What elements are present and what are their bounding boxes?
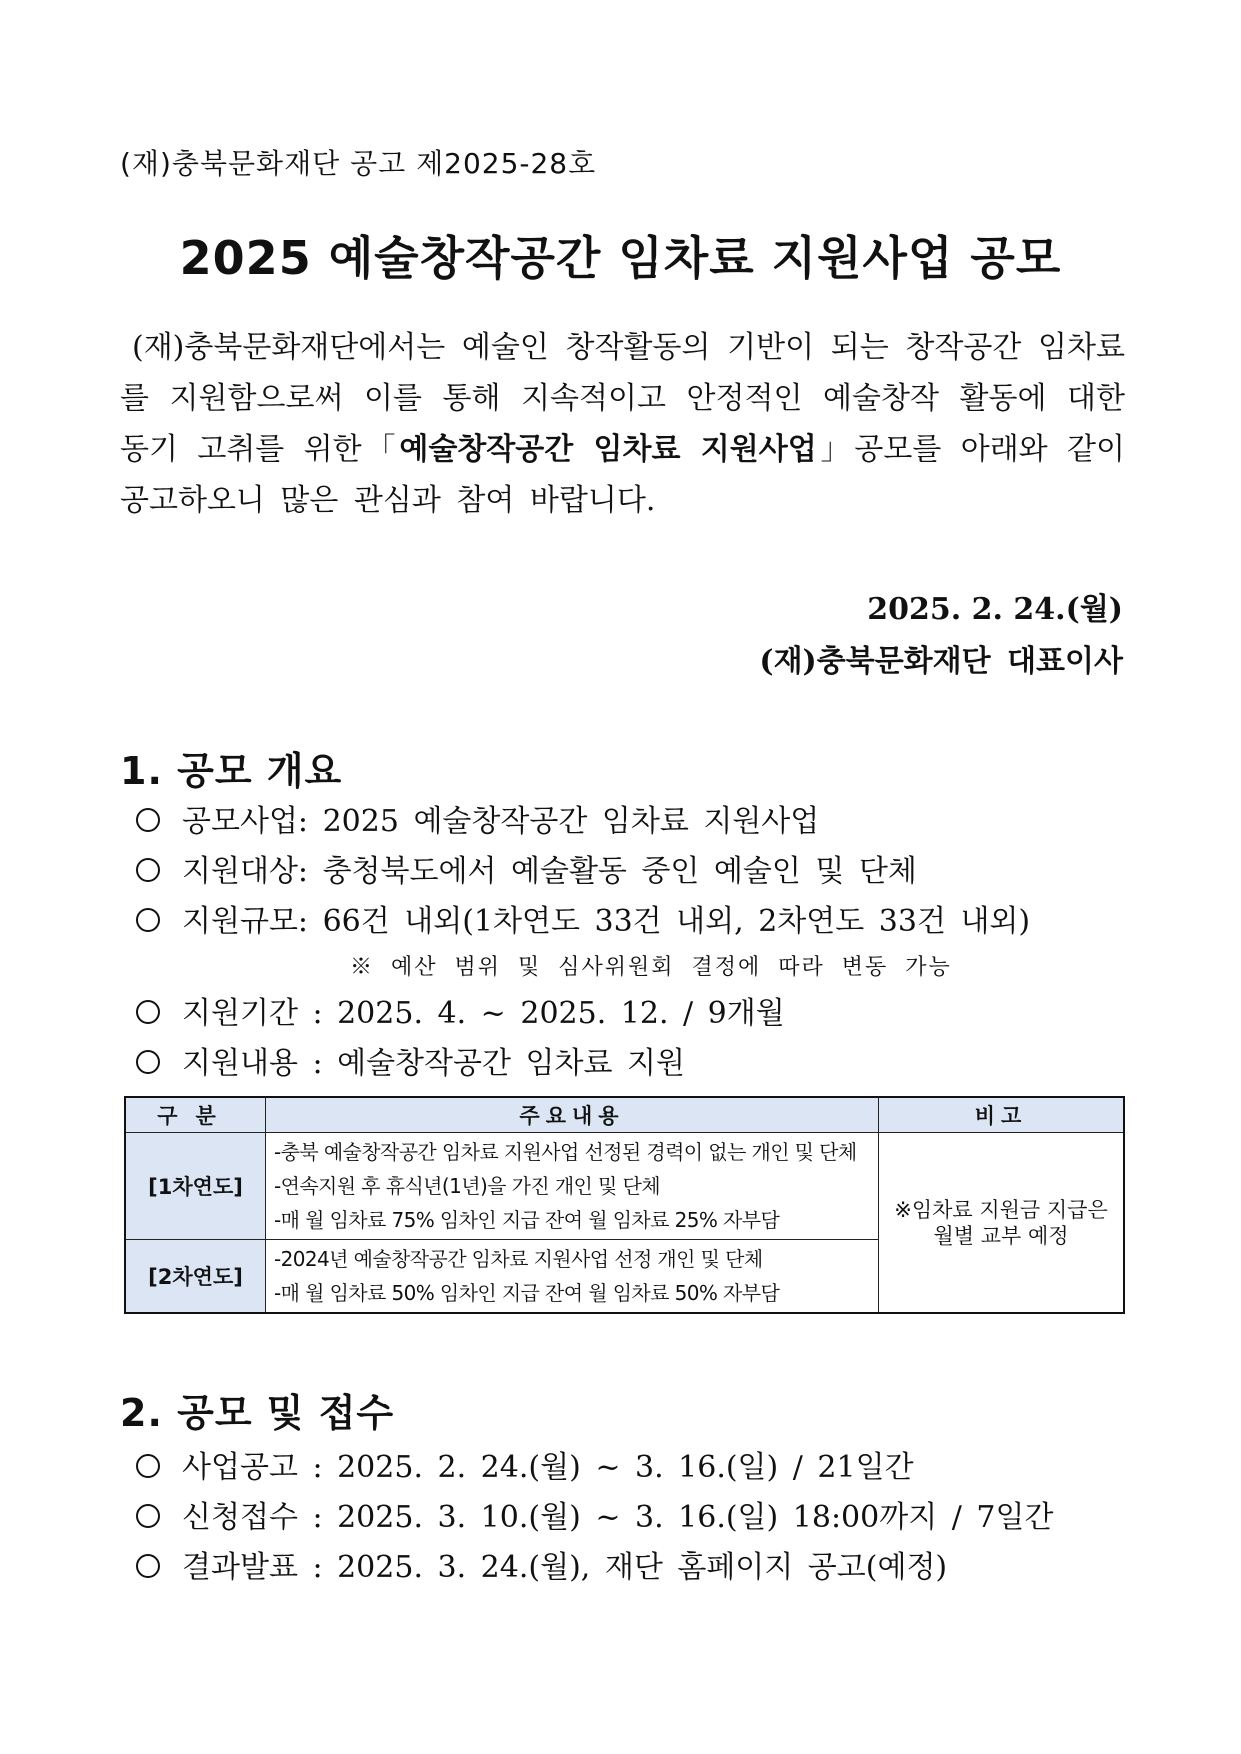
list-item: 신청접수 : 2025. 3. 10.(월) ~ 3. 16.(일) 18:00까지 / 7일간 (136, 1492, 1053, 1536)
table-cell-content (266, 1133, 879, 1240)
intro-text-before: (재)충북문화재단에서는 예술인 창작활동의 기반이 되는 창작공간 임차료를 지원함으로써 이를 통해 지속적이고 안정적인 예술창작 활동에 대한 동기 고취를 위한「 (120, 330, 1125, 467)
circle-bullet-icon (136, 1554, 160, 1578)
intro-emphasis: 예술창작공간 임차료 지원사업 (399, 432, 817, 467)
content-line: -2024년 예술창작공간 임차료 지원사업 선정 개인 및 단체 (274, 1247, 763, 1271)
table-row (125, 1133, 1124, 1240)
table-header-row (125, 1097, 1124, 1133)
table-cell-note (879, 1133, 1125, 1314)
table-cell-category: [1차연도] (125, 1133, 266, 1240)
intro-paragraph (120, 322, 1125, 526)
content-line: -매 월 임차료 75% 임차인 지급 잔여 월 임차료 25% 자부담 (274, 1208, 780, 1232)
table-cell-content (266, 1240, 879, 1314)
circle-bullet-icon (136, 858, 160, 882)
notice-number: (재)충북문화재단 공고 제2025-28호 (120, 147, 597, 180)
circle-bullet-icon (136, 1000, 160, 1024)
note-line: 월별 교부 예정 (933, 1223, 1069, 1248)
circle-bullet-icon (136, 908, 160, 932)
section-2-title: 2. 공모 및 접수 (120, 1391, 395, 1435)
list-item: 지원기간 : 2025. 4. ~ 2025. 12. / 9개월 (136, 988, 785, 1032)
list-item: 지원내용 : 예술창작공간 임차료 지원 (136, 1038, 685, 1082)
table-header-content: 주요내용 (266, 1097, 879, 1133)
intro-text-after: 」공모를 아래와 같이 공고하오니 많은 관심과 참여 바랍니다. (120, 432, 1125, 518)
content-line: -연속지원 후 휴식년(1년)을 가진 개인 및 단체 (274, 1174, 660, 1198)
footnote: ※ 예산 범위 및 심사위원회 결정에 따라 변동 가능 (350, 955, 952, 980)
page-title: 2025 예술창작공간 임차료 지원사업 공모 (179, 231, 1062, 285)
list-item: 공모사업: 2025 예술창작공간 임차료 지원사업 (136, 796, 819, 840)
list-item: 지원대상: 충청북도에서 예술활동 중인 예술인 및 단체 (136, 846, 917, 890)
content-line: -충북 예술창작공간 임차료 지원사업 선정된 경력이 없는 개인 및 단체 (274, 1140, 857, 1164)
list-item: 결과발표 : 2025. 3. 24.(월), 재단 홈페이지 공고(예정) (136, 1542, 947, 1586)
list-item: 지원규모: 66건 내외(1차연도 33건 내외, 2차연도 33건 내외) (136, 896, 1030, 940)
table-header-note: 비고 (879, 1097, 1125, 1133)
circle-bullet-icon (136, 808, 160, 832)
issuer: (재)충북문화재단 대표이사 (759, 644, 1123, 679)
note-line: ※임차료 지원금 지급은 (894, 1197, 1108, 1222)
table-header-category: 구분 (125, 1097, 266, 1133)
content-line: -매 월 임차료 50% 임차인 지급 잔여 월 임차료 50% 자부담 (274, 1281, 780, 1305)
section-1-title: 1. 공모 개요 (120, 749, 343, 793)
list-item: 사업공고 : 2025. 2. 24.(월) ~ 3. 16.(일) / 21일간 (136, 1442, 914, 1486)
circle-bullet-icon (136, 1504, 160, 1528)
table-cell-category: [2차연도] (125, 1240, 266, 1314)
announcement-date: 2025. 2. 24.(월) (867, 592, 1123, 627)
circle-bullet-icon (136, 1454, 160, 1478)
support-details-table (124, 1096, 1125, 1314)
circle-bullet-icon (136, 1050, 160, 1074)
